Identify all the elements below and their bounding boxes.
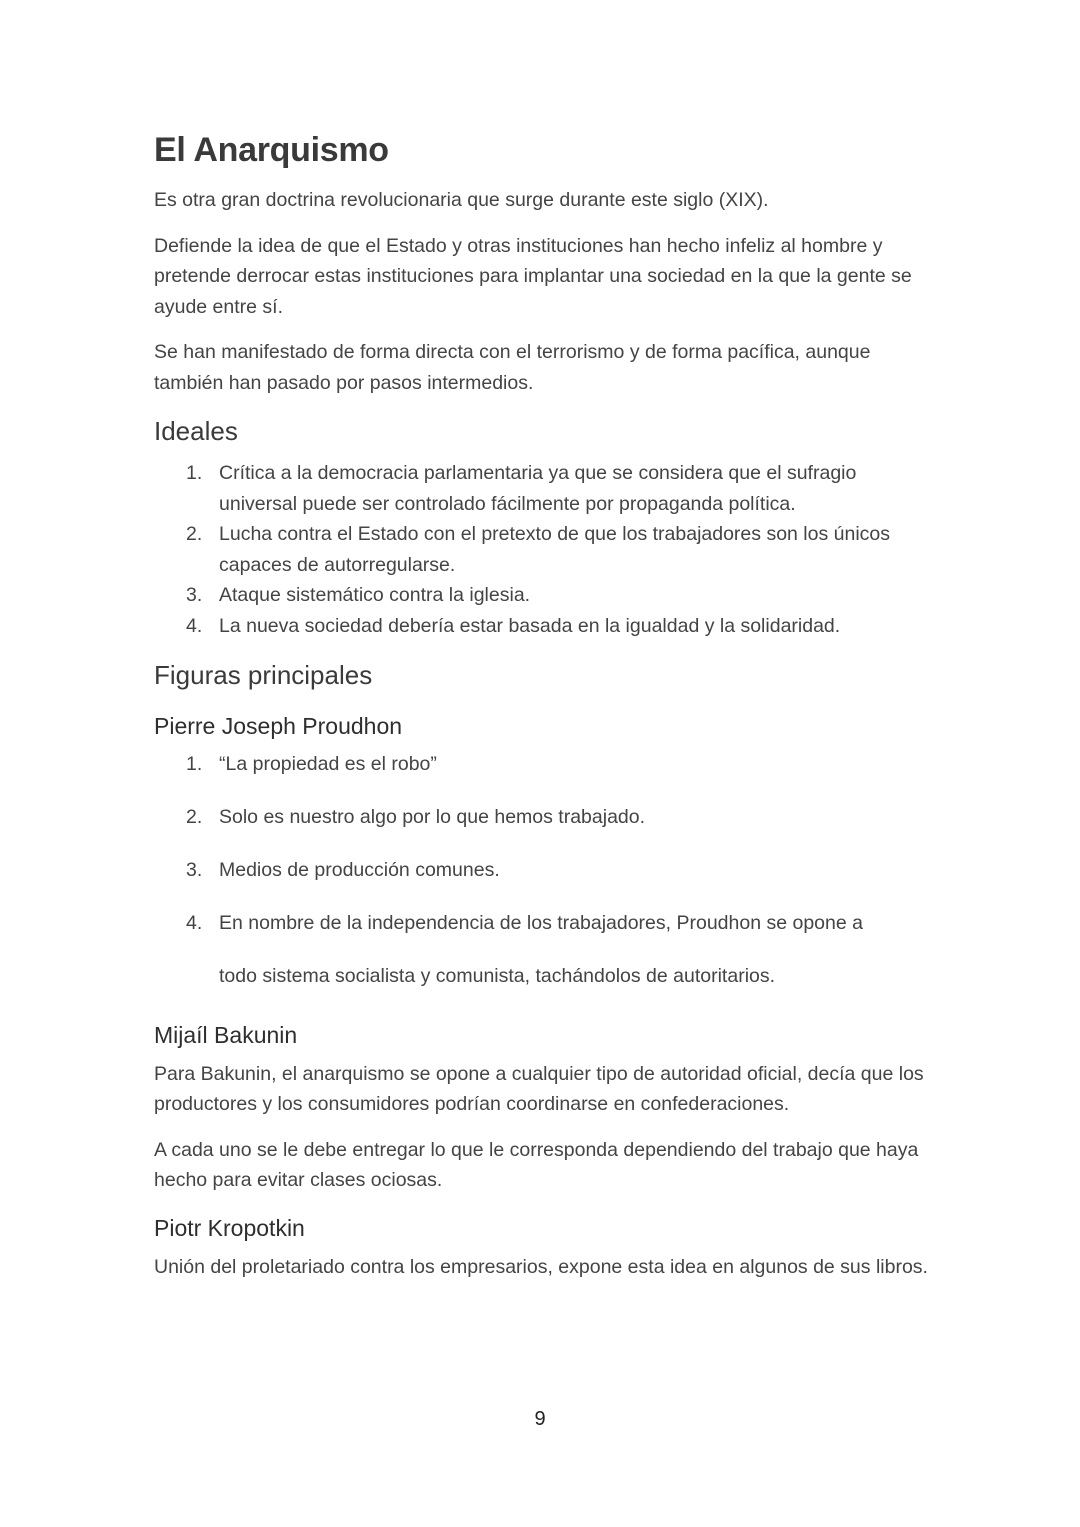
kropotkin-heading: Piotr Kropotkin [154,1214,305,1241]
proudhon-heading: Pierre Joseph Proudhon [154,713,403,739]
ideales-heading: Ideales [154,416,238,446]
bakunin-paragraph-1: Para Bakunin, el anarquismo se opone a cualquier tipo de autoridad oficial, decía que los productores y los consumidores podrían coordinarse en confederaciones. [154,1062,924,1115]
proudhon-list [154,749,934,992]
list-item: 4. La nueva sociedad debería estar basada en la igualdad y la solidaridad. [186,614,841,637]
intro-paragraph-2: Defiende la idea de que el Estado y otras instituciones han hecho infeliz al hombre y pretende derrocar estas instituciones para implantar una sociedad en la que la gente se ayude entre sí. [154,234,912,318]
ideales-list [154,458,934,641]
document-page [154,128,934,1282]
figuras-heading: Figuras principales [154,660,373,690]
list-item: 2. Lucha contra el Estado con el pretexto de que los trabajadores son los únicos capaces de autorregularse. [186,523,891,576]
list-item: 3. Medios de producción comunes. [186,859,500,881]
kropotkin-paragraph: Unión del proletariado contra los empresarios, expone esta idea en algunos de sus libros. [154,1255,928,1278]
list-item: 1. “La propiedad es el robo” [186,753,437,775]
list-item: 1. Crítica a la democracia parlamentaria ya que se considera que el sufragio universal puede ser controlado fácilmente por propaganda política. [186,462,857,515]
bakunin-heading: Mijaíl Bakunin [154,1021,298,1048]
page-number: 9 [534,1408,546,1430]
page-title: El Anarquismo [154,131,389,169]
list-item: 4. En nombre de la independencia de los trabajadores, Proudhon se opone a todo sistema socialista y comunista, tachándolos de autoritarios. [186,912,863,987]
list-item: 3. Ataque sistemático contra la iglesia. [186,584,531,606]
bakunin-paragraph-2: A cada uno se le debe entregar lo que le corresponda dependiendo del trabajo que haya hecho para evitar clases ociosas. [154,1138,919,1191]
intro-paragraph-1: Es otra gran doctrina revolucionaria que surge durante este siglo (XIX). [154,189,769,211]
list-item: 2. Solo es nuestro algo por lo que hemos trabajado. [186,806,646,828]
intro-paragraph-3: Se han manifestado de forma directa con el terrorismo y de forma pacífica, aunque también han pasado por pasos intermedios. [154,341,871,394]
